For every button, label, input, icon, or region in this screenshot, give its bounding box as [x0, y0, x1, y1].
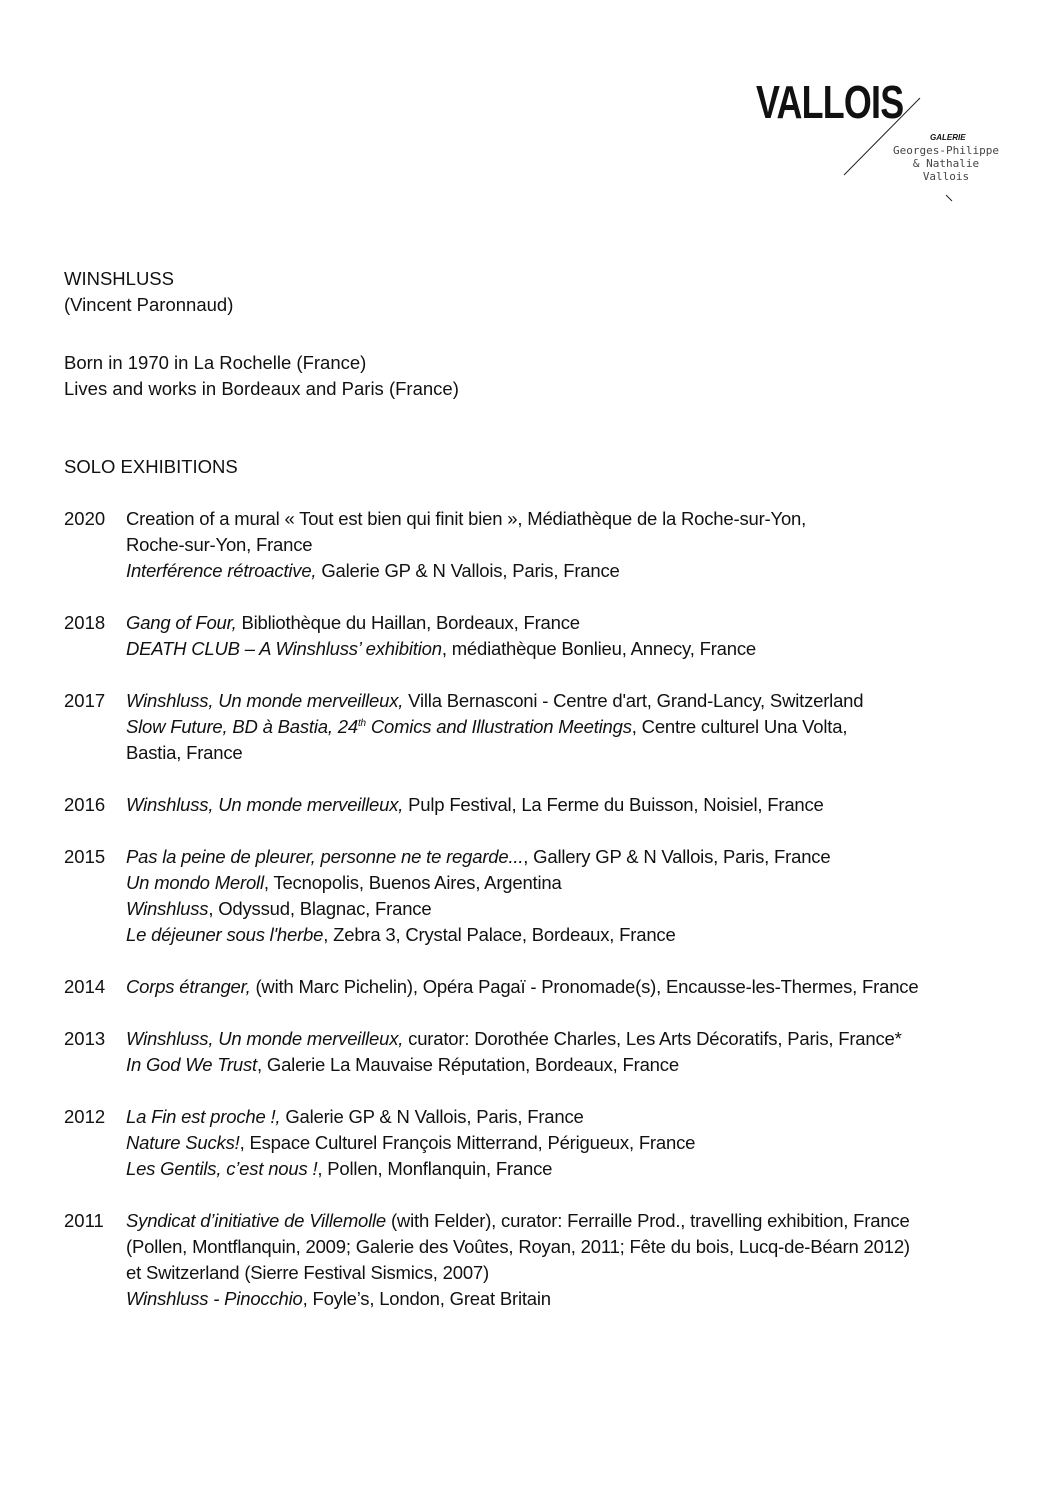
- logo-gallery-names: [886, 144, 1006, 183]
- exhibition-title-cont: Comics and Illustration Meetings: [365, 716, 632, 737]
- exhibition-title: Interférence rétroactive,: [126, 560, 317, 581]
- exhibition-entry: [126, 1234, 1024, 1260]
- exhibition-details: et Switzerland (Sierre Festival Sismics, 2007): [126, 1262, 489, 1283]
- birth-info: Born in 1970 in La Rochelle (France): [64, 352, 367, 373]
- exhibition-details: curator: Dorothée Charles, Les Arts Décoratifs, Paris, France*: [403, 1028, 902, 1049]
- exhibition-title: Gang of Four,: [126, 612, 237, 633]
- exhibition-title: Winshluss - Pinocchio: [126, 1288, 303, 1309]
- exhibition-year: 2011: [64, 1210, 104, 1231]
- exhibition-entry: [126, 870, 1024, 896]
- exhibition-list: [64, 506, 1024, 1338]
- exhibition-details: , Zebra 3, Crystal Palace, Bordeaux, France: [323, 924, 676, 945]
- exhibition-title: Les Gentils, c’est nous !: [126, 1158, 318, 1179]
- exhibition-details: Roche-sur-Yon, France: [126, 534, 313, 555]
- exhibition-details: (with Felder), curator: Ferraille Prod., travelling exhibition, France: [386, 1210, 910, 1231]
- exhibition-entry: [126, 1208, 1024, 1234]
- exhibition-year-block: [64, 688, 1024, 766]
- exhibition-entry: [126, 1130, 1024, 1156]
- exhibition-year-block: [64, 792, 1024, 818]
- artist-real-name: (Vincent Paronnaud): [64, 294, 234, 315]
- exhibition-items: [126, 1026, 1024, 1078]
- exhibition-title: La Fin est proche !,: [126, 1106, 281, 1127]
- artist-block: [64, 266, 233, 318]
- exhibition-title: Le déjeuner sous l'herbe: [126, 924, 324, 945]
- exhibition-title: Nature Sucks!: [126, 1132, 240, 1153]
- exhibition-details: , Tecnopolis, Buenos Aires, Argentina: [263, 872, 562, 893]
- exhibition-title: Pas la peine de pleurer, personne ne te regarde...: [126, 846, 524, 867]
- exhibition-year-block: [64, 1104, 1024, 1182]
- logo-name-line: Georges-Philippe: [893, 144, 999, 157]
- exhibition-details: Villa Bernasconi - Centre d'art, Grand-Lancy, Switzerland: [403, 690, 864, 711]
- exhibition-title: Winshluss, Un monde merveilleux,: [126, 1028, 404, 1049]
- exhibition-entry: [126, 1260, 1024, 1286]
- exhibition-title: In God We Trust: [126, 1054, 257, 1075]
- exhibition-entry: [126, 506, 1024, 532]
- exhibition-entry: [126, 1156, 1024, 1182]
- exhibition-details: Creation of a mural « Tout est bien qui finit bien », Médiathèque de la Roche-sur-Yon,: [126, 508, 807, 529]
- exhibition-entry: [126, 740, 1024, 766]
- logo-galerie-label: GALERIE: [930, 133, 966, 142]
- exhibition-items: [126, 974, 1024, 1000]
- exhibition-entry: [126, 792, 1024, 818]
- exhibition-entry: [126, 1286, 1024, 1312]
- exhibition-year-block: [64, 844, 1024, 948]
- exhibition-year-block: [64, 506, 1024, 584]
- exhibition-year-block: [64, 1208, 1024, 1312]
- exhibition-entry: [126, 714, 1024, 740]
- exhibition-year: 2014: [64, 976, 106, 997]
- section-heading: SOLO EXHIBITIONS: [64, 456, 238, 477]
- exhibition-details: Bibliothèque du Haillan, Bordeaux, France: [236, 612, 580, 633]
- artist-name: WINSHLUSS: [64, 268, 174, 289]
- exhibition-title: Un mondo Meroll: [126, 872, 264, 893]
- exhibition-title: DEATH CLUB – A Winshluss’ exhibition: [126, 638, 442, 659]
- exhibition-year: 2015: [64, 846, 106, 867]
- exhibition-title: Winshluss: [126, 898, 209, 919]
- gallery-logo: [756, 78, 1016, 208]
- exhibition-details: , Espace Culturel François Mitterrand, Périgueux, France: [239, 1132, 696, 1153]
- exhibition-title: Winshluss, Un monde merveilleux,: [126, 794, 404, 815]
- exhibition-details: , Pollen, Monflanquin, France: [317, 1158, 553, 1179]
- exhibition-title: Corps étranger,: [126, 976, 251, 997]
- exhibition-entry: [126, 558, 1024, 584]
- exhibition-details: , Gallery GP & N Vallois, Paris, France: [523, 846, 831, 867]
- exhibition-title: Winshluss, Un monde merveilleux,: [126, 690, 404, 711]
- exhibition-year: 2016: [64, 794, 106, 815]
- exhibition-year: 2018: [64, 612, 106, 633]
- exhibition-details: , Foyle’s, London, Great Britain: [302, 1288, 551, 1309]
- exhibition-details: Galerie GP & N Vallois, Paris, France: [316, 560, 620, 581]
- exhibition-details: (Pollen, Montflanquin, 2009; Galerie des Voûtes, Royan, 2011; Fête du bois, Lucq-de-Béarn 2012): [126, 1236, 910, 1257]
- exhibition-entry: [126, 896, 1024, 922]
- exhibition-title: Slow Future, BD à Bastia, 24: [126, 716, 358, 737]
- exhibition-items: [126, 792, 1024, 818]
- exhibition-entry: [126, 974, 1024, 1000]
- exhibition-details: , Odyssud, Blagnac, France: [208, 898, 432, 919]
- exhibition-items: [126, 506, 1024, 584]
- exhibition-details: Bastia, France: [126, 742, 243, 763]
- exhibition-items: [126, 1208, 1024, 1312]
- ordinal-suffix: th: [357, 717, 366, 729]
- logo-name-line: & Nathalie: [912, 157, 980, 170]
- exhibition-entry: [126, 844, 1024, 870]
- exhibition-entry: [126, 1052, 1024, 1078]
- exhibition-year-block: [64, 974, 1024, 1000]
- exhibition-details: (with Marc Pichelin), Opéra Pagaï - Pronomade(s), Encausse-les-Thermes, France: [250, 976, 919, 997]
- exhibition-year: 2012: [64, 1106, 106, 1127]
- exhibition-entry: [126, 1104, 1024, 1130]
- exhibition-entry: [126, 1026, 1024, 1052]
- exhibition-entry: [126, 636, 1024, 662]
- logo-slash: [756, 78, 1016, 208]
- residence-info: Lives and works in Bordeaux and Paris (France): [64, 378, 459, 399]
- logo-wordmark: VALLOIS: [756, 76, 904, 128]
- logo-name-line: Vallois: [922, 170, 970, 183]
- exhibition-items: [126, 688, 1024, 766]
- bio-block: [64, 350, 459, 402]
- exhibition-items: [126, 1104, 1024, 1182]
- exhibition-details: , Centre culturel Una Volta,: [631, 716, 848, 737]
- exhibition-details: Pulp Festival, La Ferme du Buisson, Noisiel, France: [403, 794, 824, 815]
- exhibition-year: 2017: [64, 690, 106, 711]
- exhibition-items: [126, 610, 1024, 662]
- exhibition-year-block: [64, 610, 1024, 662]
- exhibition-details: , Galerie La Mauvaise Réputation, Bordeaux, France: [257, 1054, 679, 1075]
- exhibition-details: , médiathèque Bonlieu, Annecy, France: [441, 638, 756, 659]
- exhibition-details: Galerie GP & N Vallois, Paris, France: [280, 1106, 584, 1127]
- exhibition-title: Syndicat d’initiative de Villemolle: [126, 1210, 387, 1231]
- exhibition-entry: [126, 922, 1024, 948]
- exhibition-entry: [126, 688, 1024, 714]
- exhibition-items: [126, 844, 1024, 948]
- exhibition-year: 2013: [64, 1028, 106, 1049]
- exhibition-entry: [126, 532, 1024, 558]
- exhibition-year-block: [64, 1026, 1024, 1078]
- exhibition-entry: [126, 610, 1024, 636]
- exhibition-year: 2020: [64, 508, 106, 529]
